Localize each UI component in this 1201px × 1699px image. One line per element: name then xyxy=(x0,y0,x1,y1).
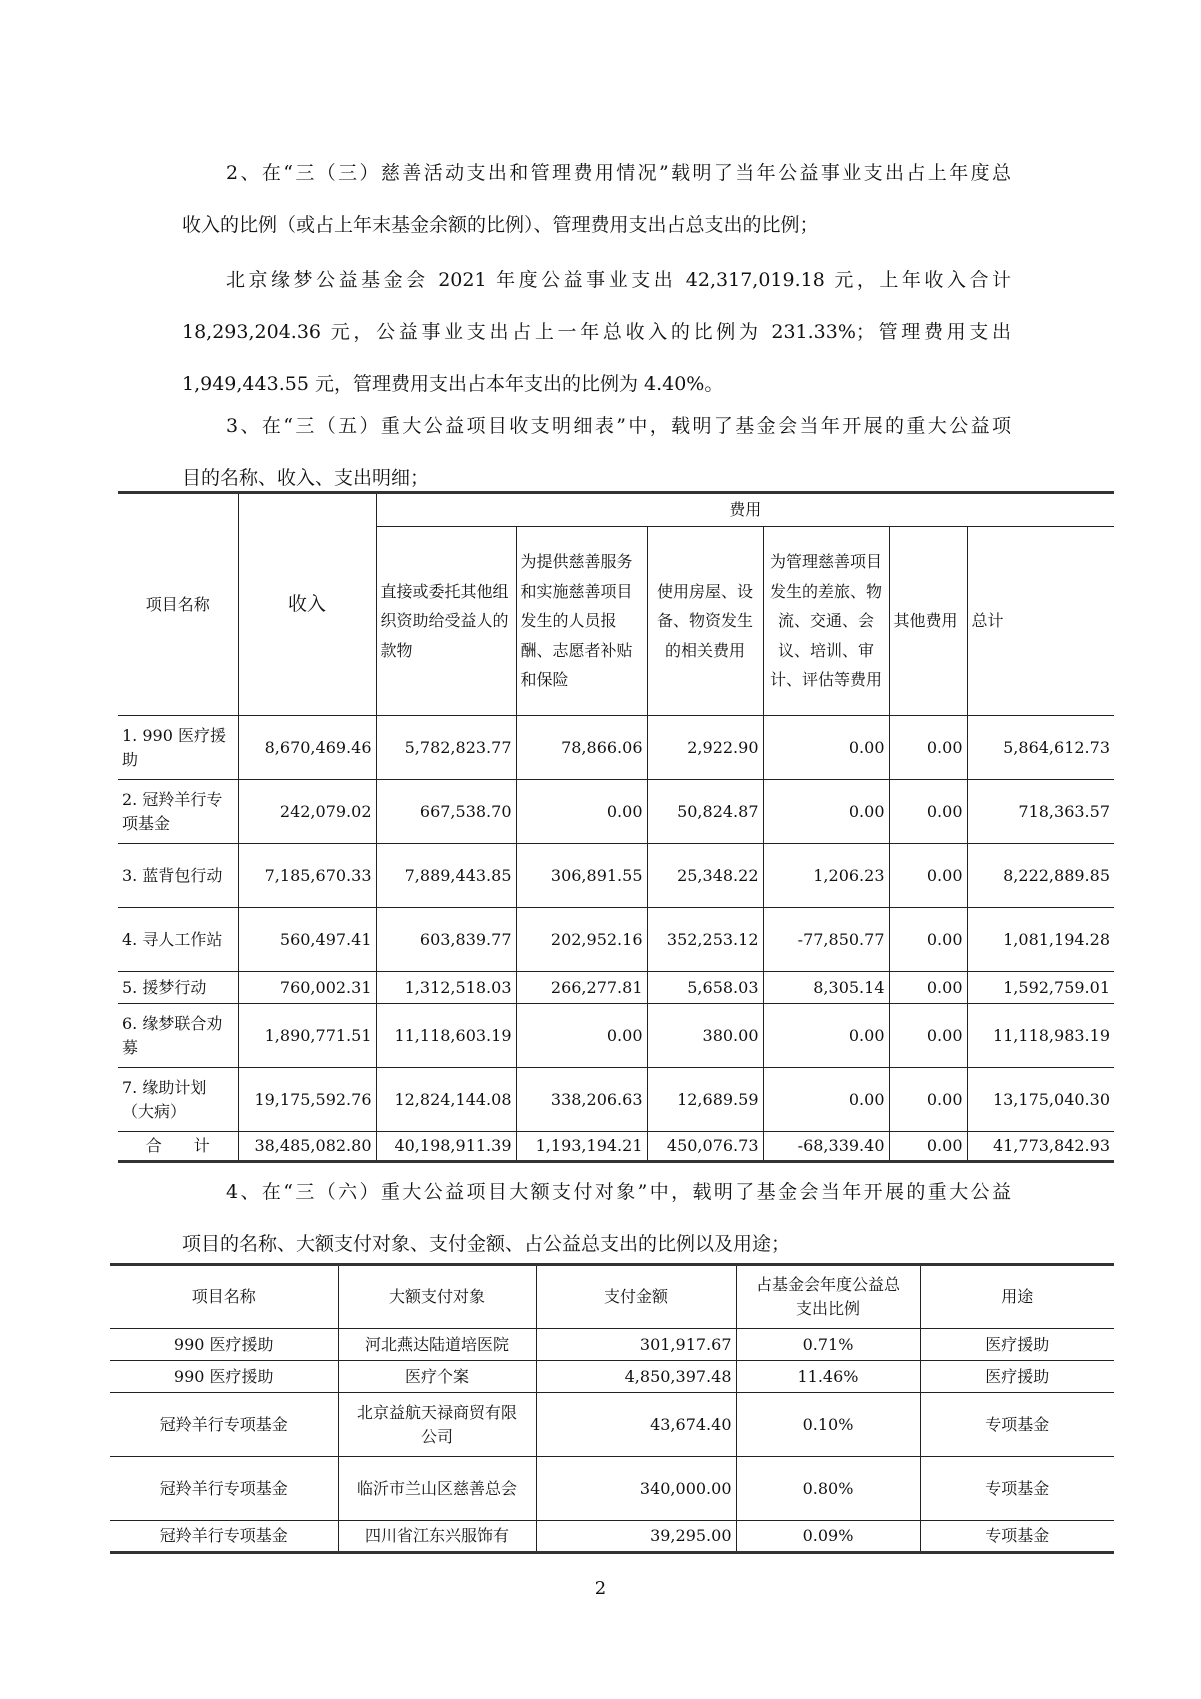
header-use: 用途 xyxy=(920,1265,1114,1329)
cell-c2: 1,193,194.21 xyxy=(516,1132,647,1162)
cell-c3: 352,253.12 xyxy=(647,908,763,972)
cell-income: 38,485,082.80 xyxy=(238,1132,376,1162)
cell-amount: 43,674.40 xyxy=(536,1393,736,1457)
cell-payee: 临沂市兰山区慈善总会 xyxy=(338,1457,536,1521)
cell-c6: 5,864,612.73 xyxy=(967,716,1114,780)
cell-c6: 13,175,040.30 xyxy=(967,1068,1114,1132)
table-row xyxy=(118,780,1114,844)
cell-amount: 340,000.00 xyxy=(536,1457,736,1521)
cell-c5: 0.00 xyxy=(889,780,967,844)
cell-c2: 78,866.06 xyxy=(516,716,647,780)
cell-income: 8,670,469.46 xyxy=(238,716,376,780)
text-line: 收入的比例（或占上年末基金余额的比例）、管理费用支出占总支出的比例； xyxy=(182,214,819,236)
cell-c1: 1,312,518.03 xyxy=(376,972,516,1004)
cell-income: 7,185,670.33 xyxy=(238,844,376,908)
table-row xyxy=(118,716,1114,780)
cell-c5: 0.00 xyxy=(889,1004,967,1068)
cell-amount: 4,850,397.48 xyxy=(536,1361,736,1393)
table-row-total xyxy=(118,1132,1114,1162)
table-row xyxy=(110,1393,1114,1457)
cell-name: 6. 缘梦联合劝募 xyxy=(118,1004,238,1068)
cell-income: 1,890,771.51 xyxy=(238,1004,376,1068)
cell-payee: 医疗个案 xyxy=(338,1361,536,1393)
table-row xyxy=(118,1004,1114,1068)
cell-c4: 0.00 xyxy=(763,1068,889,1132)
text-line: 项目的名称、大额支付对象、支付金额、占公益总支出的比例以及用途； xyxy=(182,1233,791,1255)
cell-amount: 301,917.67 xyxy=(536,1329,736,1361)
cell-c2: 0.00 xyxy=(516,1004,647,1068)
cell-name: 冠羚羊行专项基金 xyxy=(110,1457,338,1521)
header-project-name: 项目名称 xyxy=(118,493,238,716)
table-row xyxy=(118,908,1114,972)
large-payment-table xyxy=(110,1263,1114,1554)
cell-c5: 0.00 xyxy=(889,1132,967,1162)
cell-c3: 5,658.03 xyxy=(647,972,763,1004)
cell-c6: 1,592,759.01 xyxy=(967,972,1114,1004)
cell-use: 专项基金 xyxy=(920,1393,1114,1457)
cell-c6: 1,081,194.28 xyxy=(967,908,1114,972)
text-line: 目的名称、收入、支出明细； xyxy=(182,467,430,489)
header-cost: 费用 xyxy=(376,493,1114,527)
table-row xyxy=(110,1521,1114,1553)
cell-c4: 0.00 xyxy=(763,1004,889,1068)
cell-payee: 北京益航天禄商贸有限公司 xyxy=(338,1393,536,1457)
cell-ratio: 0.80% xyxy=(736,1457,920,1521)
cell-ratio: 0.71% xyxy=(736,1329,920,1361)
cell-c4: -68,339.40 xyxy=(763,1132,889,1162)
table-row xyxy=(118,972,1114,1004)
cell-name: 990 医疗援助 xyxy=(110,1329,338,1361)
cell-name: 7. 缘助计划（大病） xyxy=(118,1068,238,1132)
text-line: 北京缘梦公益基金会 2021 年度公益事业支出 42,317,019.18 元，上年收入合计 xyxy=(226,269,1011,291)
text-line: 18,293,204.36 元，公益事业支出占上一年总收入的比例为 231.33%；管理费用支出 xyxy=(182,321,1011,343)
cell-c3: 12,689.59 xyxy=(647,1068,763,1132)
cell-c5: 0.00 xyxy=(889,972,967,1004)
cell-c1: 5,782,823.77 xyxy=(376,716,516,780)
cell-name: 5. 援梦行动 xyxy=(118,972,238,1004)
cell-payee: 河北燕达陆道培医院 xyxy=(338,1329,536,1361)
header-amount: 支付金额 xyxy=(536,1265,736,1329)
table-row xyxy=(118,1068,1114,1132)
header-direct-aid: 直接或委托其他组织资助给受益人的款物 xyxy=(376,527,516,716)
cell-ratio: 0.10% xyxy=(736,1393,920,1457)
cell-c2: 0.00 xyxy=(516,780,647,844)
header-management: 为管理慈善项目发生的差旅、物流、交通、会议、培训、审计、评估等费用 xyxy=(763,527,889,716)
cell-c6: 41,773,842.93 xyxy=(967,1132,1114,1162)
cell-c4: 8,305.14 xyxy=(763,972,889,1004)
cell-c2: 338,206.63 xyxy=(516,1068,647,1132)
table-row xyxy=(110,1361,1114,1393)
cell-c1: 12,824,144.08 xyxy=(376,1068,516,1132)
project-income-expense-table xyxy=(118,491,1114,1163)
cell-c1: 7,889,443.85 xyxy=(376,844,516,908)
cell-use: 专项基金 xyxy=(920,1521,1114,1553)
text-line: 1,949,443.55 元，管理费用支出占本年支出的比例为 4.40%。 xyxy=(182,373,724,395)
header-project-name: 项目名称 xyxy=(110,1265,338,1329)
header-payee: 大额支付对象 xyxy=(338,1265,536,1329)
cell-c4: 0.00 xyxy=(763,716,889,780)
cell-name: 4. 寻人工作站 xyxy=(118,908,238,972)
header-facilities: 使用房屋、设备、物资发生的相关费用 xyxy=(647,527,763,716)
cell-use: 医疗援助 xyxy=(920,1329,1114,1361)
cell-name: 2. 冠羚羊行专项基金 xyxy=(118,780,238,844)
cell-income: 560,497.41 xyxy=(238,908,376,972)
cell-name: 1. 990 医疗援助 xyxy=(118,716,238,780)
cell-c5: 0.00 xyxy=(889,908,967,972)
cell-income: 19,175,592.76 xyxy=(238,1068,376,1132)
header-personnel: 为提供慈善服务和实施慈善项目发生的人员报酬、志愿者补贴和保险 xyxy=(516,527,647,716)
cell-c1: 667,538.70 xyxy=(376,780,516,844)
cell-c5: 0.00 xyxy=(889,844,967,908)
cell-name: 3. 蓝背包行动 xyxy=(118,844,238,908)
cell-c5: 0.00 xyxy=(889,1068,967,1132)
cell-c6: 11,118,983.19 xyxy=(967,1004,1114,1068)
cell-c2: 202,952.16 xyxy=(516,908,647,972)
page-number: 2 xyxy=(594,1578,607,1599)
cell-c1: 40,198,911.39 xyxy=(376,1132,516,1162)
header-ratio: 占基金会年度公益总支出比例 xyxy=(736,1265,920,1329)
cell-use: 医疗援助 xyxy=(920,1361,1114,1393)
table-row xyxy=(110,1329,1114,1361)
cell-c3: 50,824.87 xyxy=(647,780,763,844)
cell-name: 990 医疗援助 xyxy=(110,1361,338,1393)
cell-amount: 39,295.00 xyxy=(536,1521,736,1553)
cell-ratio: 11.46% xyxy=(736,1361,920,1393)
cell-payee: 四川省江东兴服饰有 xyxy=(338,1521,536,1553)
cell-c6: 8,222,889.85 xyxy=(967,844,1114,908)
cell-c3: 25,348.22 xyxy=(647,844,763,908)
cell-income: 242,079.02 xyxy=(238,780,376,844)
cell-c1: 603,839.77 xyxy=(376,908,516,972)
header-income: 收入 xyxy=(238,493,376,716)
cell-use: 专项基金 xyxy=(920,1457,1114,1521)
cell-c4: 0.00 xyxy=(763,780,889,844)
cell-name: 合 计 xyxy=(118,1132,238,1162)
cell-c3: 450,076.73 xyxy=(647,1132,763,1162)
table-row xyxy=(118,844,1114,908)
cell-c2: 306,891.55 xyxy=(516,844,647,908)
text-line: 4、在“三（六）重大公益项目大额支付对象”中，载明了基金会当年开展的重大公益 xyxy=(226,1181,1011,1203)
cell-c3: 2,922.90 xyxy=(647,716,763,780)
cell-c5: 0.00 xyxy=(889,716,967,780)
header-total: 总计 xyxy=(967,527,1114,716)
cell-c2: 266,277.81 xyxy=(516,972,647,1004)
text-line: 2、在“三（三）慈善活动支出和管理费用情况”载明了当年公益事业支出占上年度总 xyxy=(226,162,1011,184)
cell-ratio: 0.09% xyxy=(736,1521,920,1553)
cell-income: 760,002.31 xyxy=(238,972,376,1004)
cell-name: 冠羚羊行专项基金 xyxy=(110,1393,338,1457)
cell-c4: 1,206.23 xyxy=(763,844,889,908)
cell-name: 冠羚羊行专项基金 xyxy=(110,1521,338,1553)
table-row xyxy=(110,1457,1114,1521)
cell-c3: 380.00 xyxy=(647,1004,763,1068)
header-other: 其他费用 xyxy=(889,527,967,716)
cell-c4: -77,850.77 xyxy=(763,908,889,972)
cell-c1: 11,118,603.19 xyxy=(376,1004,516,1068)
cell-c6: 718,363.57 xyxy=(967,780,1114,844)
text-line: 3、在“三（五）重大公益项目收支明细表”中，载明了基金会当年开展的重大公益项 xyxy=(226,415,1011,437)
